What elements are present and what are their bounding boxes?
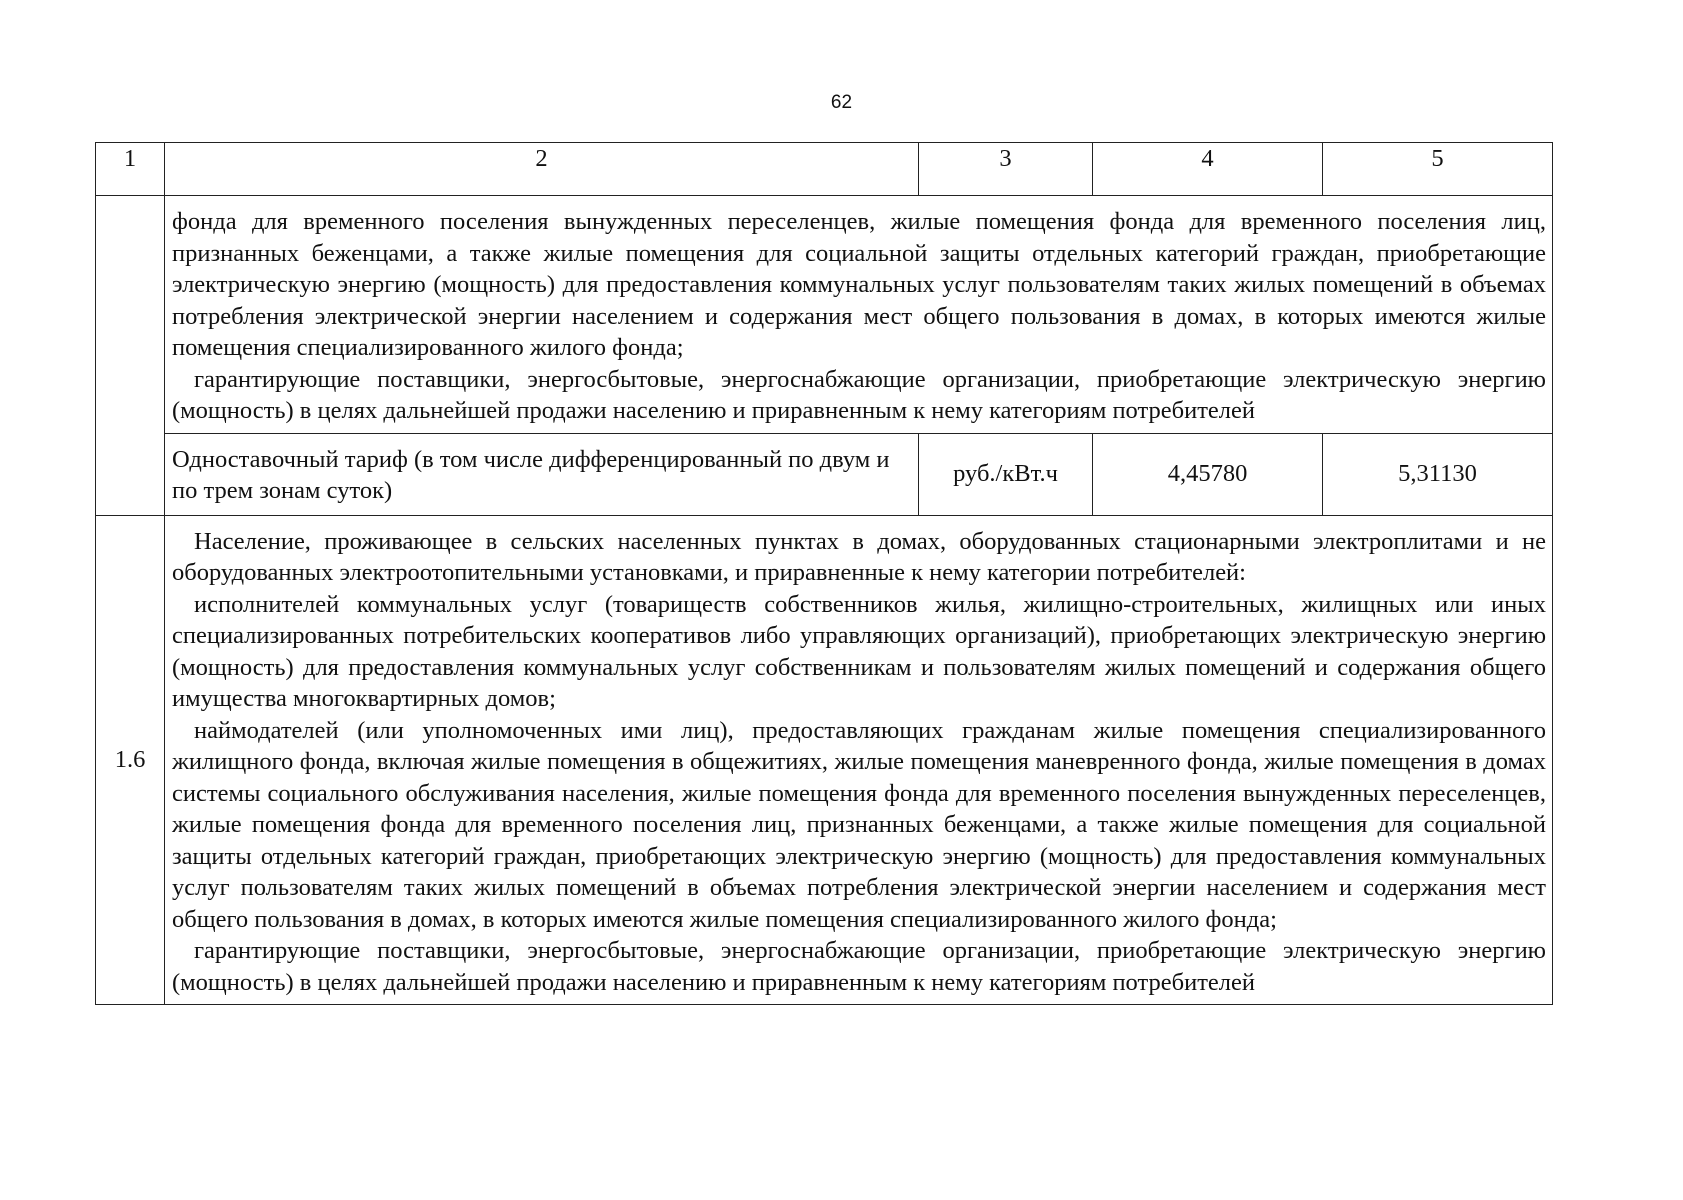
row-1-6-paragraph: Население, проживающее в сельских населенных пунктах в домах, оборудованных стационарными электроплитами и не оборудованных электроотопительными установками, и приравненные к нему категории потребителей: xyxy=(172,527,1546,586)
continued-description-row xyxy=(96,196,1553,434)
column-header-5: 5 xyxy=(1323,143,1553,196)
continued-paragraph: гарантирующие поставщики, энергосбытовые, энергоснабжающие организации, приобретающие электрическую энергию (мощность) в целях дальнейшей продажи населению и приравненным к нему категориям потребителей xyxy=(172,365,1546,424)
continued-description-cell xyxy=(165,196,1553,434)
row-1-6-paragraph: гарантирующие поставщики, энергосбытовые, энергоснабжающие организации, приобретающие электрическую энергию (мощность) в целях дальнейшей продажи населению и приравненным к нему категориям потребителей xyxy=(172,937,1546,996)
page-number: 62 xyxy=(830,92,853,113)
column-number-header-row xyxy=(96,143,1553,196)
row-1-6-paragraph: исполнителей коммунальных услуг (товариществ собственников жилья, жилищно-строительных, жилищных или иных специализированных потребительских кооперативов либо управляющих организаций), приобретающих электрическую энергию (мощность) для предоставления коммунальных услуг собственникам и пользователям жилых помещений и содержания общего имущества многоквартирных домов; xyxy=(172,590,1546,712)
tariff-table xyxy=(95,142,1553,1005)
column-header-3: 3 xyxy=(919,143,1093,196)
tariff-row xyxy=(96,433,1553,515)
row-1-6-description-cell xyxy=(165,515,1553,1005)
empty-number-cell xyxy=(96,196,165,516)
column-header-2: 2 xyxy=(165,143,919,196)
row-1-6-paragraph: наймодателей (или уполномоченных ими лиц), предоставляющих гражданам жилые помещения специализированного жилищного фонда, включая жилые помещения в общежитиях, жилые помещения маневренного фонда, жилые помещения в домах системы социального обслуживания населения, жилые помещения фонда для временного поселения вынужденных переселенцев, жилые помещения фонда для временного поселения лиц, признанных беженцами, а также жилые помещения для социальной защиты отдельных категорий граждан, приобретающих электрическую энергию (мощность) для предоставления коммунальных услуг пользователям таких жилых помещений в объемах потребления электрической энергии населением и содержания мест общего пользования в домах, в которых имеются жилые помещения специализированного жилого фонда; xyxy=(172,716,1546,933)
row-1-6 xyxy=(96,515,1553,1005)
tariff-value-col5: 5,31130 xyxy=(1323,433,1553,515)
row-number-cell: 1.6 xyxy=(96,515,165,1005)
tariff-name-cell: Одноставочный тариф (в том числе дифференцированный по двум и по трем зонам суток) xyxy=(165,433,919,515)
column-header-4: 4 xyxy=(1093,143,1323,196)
column-header-1: 1 xyxy=(96,143,165,196)
tariff-value-col4: 4,45780 xyxy=(1093,433,1323,515)
continued-paragraph: фонда для временного поселения вынужденных переселенцев, жилые помещения фонда для временного поселения лиц, признанных беженцами, а также жилые помещения для социальной защиты отдельных категорий граждан, приобретающие электрическую энергию (мощность) для предоставления коммунальных услуг пользователям таких жилых помещений в объемах потребления электрической энергии населением и содержания мест общего пользования в домах, в которых имеются жилые помещения специализированного жилого фонда; xyxy=(172,208,1546,361)
tariff-unit-cell: руб./кВт.ч xyxy=(919,433,1093,515)
